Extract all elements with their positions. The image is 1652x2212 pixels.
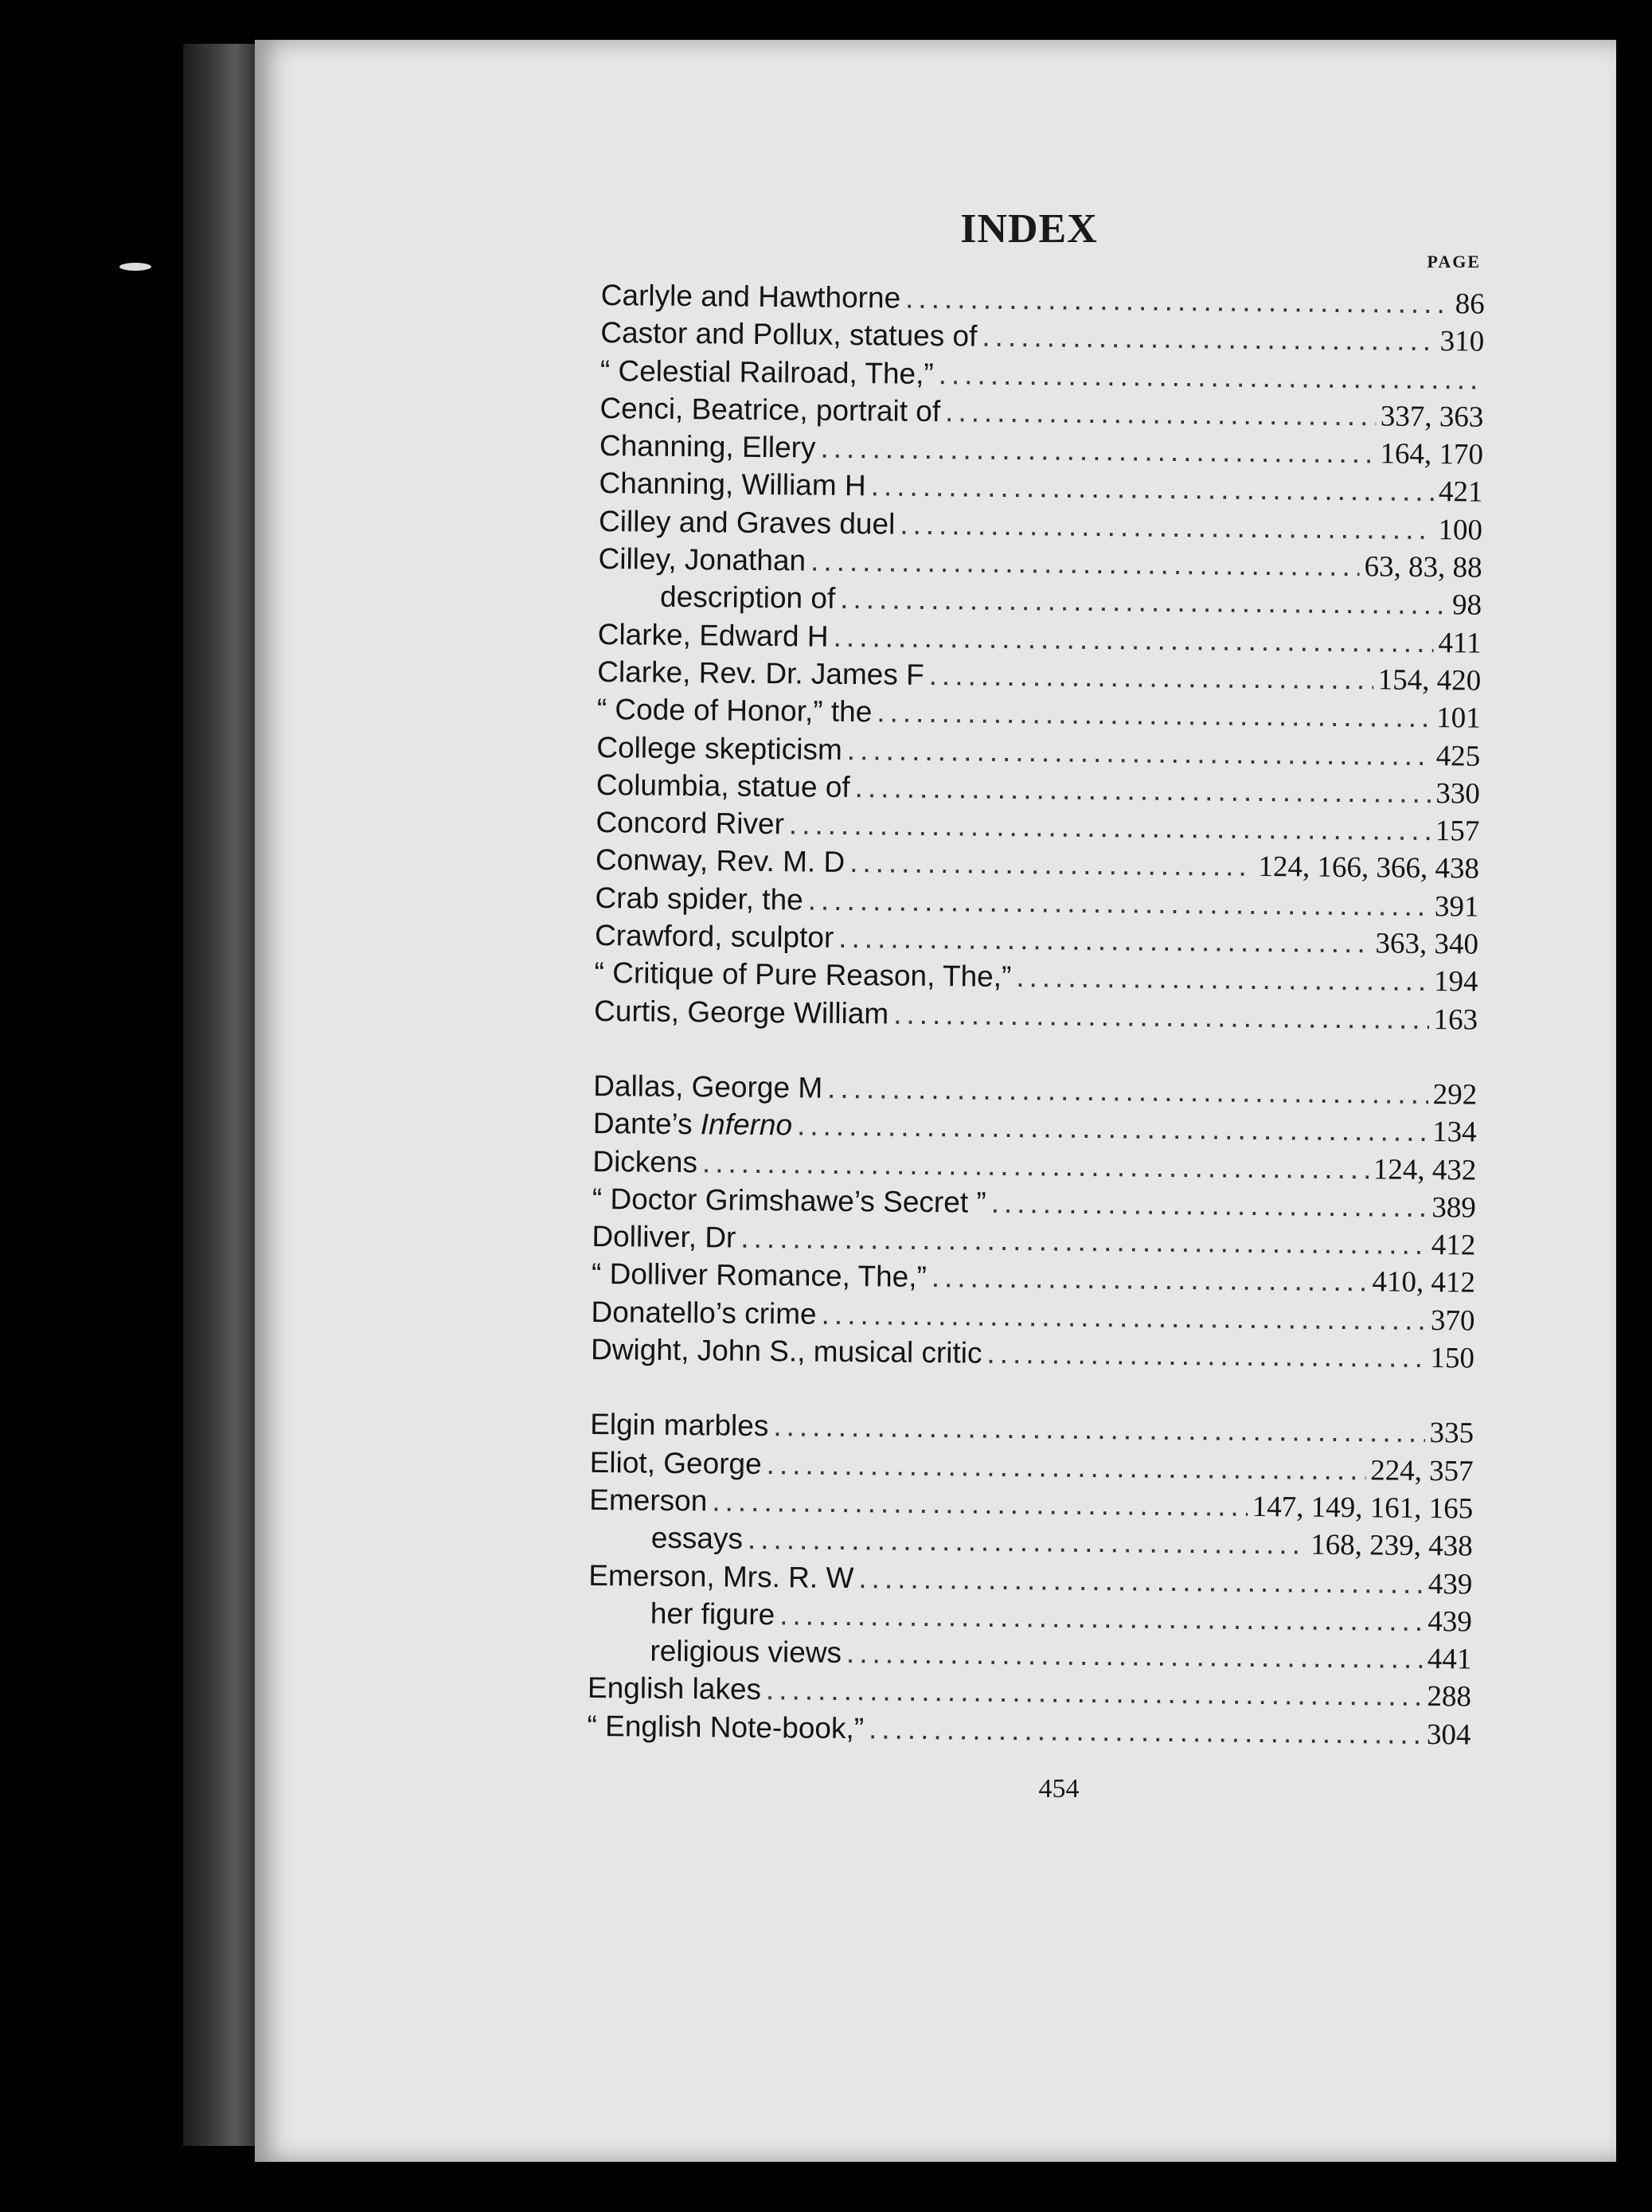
dot-leader bbox=[773, 1409, 1425, 1449]
entry-name-text: Channing, William H bbox=[599, 467, 866, 502]
entry-name-text: Emerson bbox=[589, 1483, 708, 1518]
dot-leader bbox=[900, 507, 1434, 545]
index-entry bbox=[591, 1333, 1474, 1379]
entry-name-text: Crawford, sculptor bbox=[594, 919, 834, 954]
entry-pages: 157 bbox=[1435, 815, 1480, 848]
entry-pages: 439 bbox=[1427, 1567, 1473, 1601]
entry-name-text: Cilley and Graves duel bbox=[598, 504, 896, 541]
entry-pages: 410, 412 bbox=[1372, 1265, 1476, 1300]
page-title: INDEX bbox=[960, 206, 1098, 252]
entry-name-text: Curtis, George William bbox=[593, 994, 889, 1030]
entry-name-text: Conway, Rev. M. D bbox=[595, 843, 846, 879]
dot-leader bbox=[833, 619, 1433, 659]
entry-pages: 389 bbox=[1431, 1190, 1477, 1225]
entry-name bbox=[588, 1558, 853, 1594]
dot-leader bbox=[945, 395, 1376, 432]
entry-name bbox=[595, 881, 803, 917]
entry-pages: 310 bbox=[1439, 325, 1485, 358]
entry-pages: 86 bbox=[1455, 287, 1485, 321]
entry-pages: 370 bbox=[1430, 1303, 1475, 1338]
page-number: 454 bbox=[1038, 1774, 1080, 1804]
entry-name bbox=[596, 843, 846, 879]
entry-name-text: Dickens bbox=[592, 1144, 698, 1178]
entry-name bbox=[590, 1408, 769, 1443]
entry-name bbox=[599, 467, 866, 502]
dot-leader bbox=[766, 1673, 1423, 1713]
entry-pages: 224, 357 bbox=[1369, 1453, 1474, 1488]
dot-leader bbox=[808, 883, 1431, 922]
dot-leader bbox=[986, 1337, 1425, 1374]
dot-leader bbox=[840, 582, 1447, 621]
entry-name-text: College skepticism bbox=[596, 730, 842, 766]
entry-pages: 134 bbox=[1432, 1116, 1477, 1149]
entry-name bbox=[599, 392, 940, 428]
entry-pages: 194 bbox=[1433, 965, 1478, 999]
entry-name bbox=[593, 1107, 793, 1142]
entry-pages: 288 bbox=[1427, 1680, 1472, 1714]
dot-leader bbox=[827, 1072, 1428, 1111]
entry-name-text: English lakes bbox=[587, 1671, 762, 1706]
dot-leader bbox=[929, 659, 1373, 696]
dot-leader bbox=[810, 545, 1360, 584]
dot-leader bbox=[820, 432, 1375, 471]
entry-pages: 147, 149, 161, 165 bbox=[1252, 1490, 1474, 1526]
entry-name bbox=[601, 279, 901, 315]
entry-name-text: religious views bbox=[650, 1634, 842, 1670]
entry-name-italic: Inferno bbox=[700, 1108, 793, 1142]
entry-pages: 421 bbox=[1438, 475, 1483, 510]
entry-name bbox=[598, 542, 806, 577]
entry-pages: 330 bbox=[1435, 776, 1481, 811]
entry-name-text: Dallas, George M bbox=[593, 1069, 823, 1104]
entry-name bbox=[592, 1144, 697, 1178]
dot-leader bbox=[712, 1484, 1248, 1522]
entry-name-text: Dolliver, Dr bbox=[592, 1220, 736, 1254]
dot-leader bbox=[905, 282, 1451, 321]
entry-name-text: Cilley, Jonathan bbox=[598, 542, 806, 577]
entry-pages: 412 bbox=[1431, 1229, 1476, 1262]
entry-pages: 363, 340 bbox=[1375, 927, 1479, 961]
entry-name-text: Dante’s bbox=[592, 1107, 693, 1141]
dot-leader bbox=[982, 320, 1435, 358]
dot-leader bbox=[821, 1297, 1426, 1336]
dot-leader bbox=[938, 358, 1479, 397]
index-entry bbox=[594, 995, 1478, 1041]
entry-name bbox=[596, 731, 842, 767]
entry-name bbox=[593, 1069, 822, 1105]
entry-name bbox=[595, 919, 834, 955]
dot-leader bbox=[838, 921, 1371, 959]
entry-name-text: “ Doctor Grimshawe’s Secret ” bbox=[592, 1182, 986, 1219]
entry-name-text: Concord River bbox=[596, 806, 785, 841]
entry-pages: 63, 83, 88 bbox=[1364, 550, 1482, 584]
entry-name bbox=[598, 580, 835, 616]
entry-name-text: “ Celestial Railroad, The,” bbox=[599, 354, 934, 390]
entry-name bbox=[600, 354, 934, 391]
entry-pages: 304 bbox=[1426, 1718, 1471, 1752]
entry-name bbox=[597, 655, 924, 692]
entry-name bbox=[589, 1521, 744, 1556]
dust-speck bbox=[119, 263, 151, 271]
entry-name-text: Columbia, statue of bbox=[596, 768, 850, 803]
entry-name bbox=[599, 505, 896, 541]
entry-pages: 411 bbox=[1438, 626, 1482, 660]
entry-name-text: Donatello’s crime bbox=[591, 1295, 817, 1331]
entry-pages: 292 bbox=[1432, 1078, 1478, 1112]
dot-leader bbox=[869, 1712, 1422, 1751]
entry-name bbox=[588, 1596, 775, 1632]
dot-leader bbox=[931, 1260, 1368, 1298]
dot-leader bbox=[779, 1598, 1424, 1638]
entry-name-text: Channing, Ellery bbox=[599, 429, 816, 464]
entry-name bbox=[594, 956, 1011, 994]
entry-name-text: essays bbox=[650, 1521, 744, 1555]
entry-pages: 100 bbox=[1438, 513, 1483, 547]
entry-name bbox=[599, 429, 816, 465]
dot-leader bbox=[893, 997, 1429, 1035]
entry-pages: 391 bbox=[1434, 889, 1479, 924]
dot-leader bbox=[702, 1146, 1369, 1186]
dot-leader bbox=[766, 1448, 1365, 1487]
entry-pages: 439 bbox=[1427, 1604, 1473, 1639]
entry-pages: 335 bbox=[1429, 1417, 1474, 1450]
entry-pages: 124, 432 bbox=[1373, 1152, 1477, 1187]
entry-name bbox=[592, 1257, 927, 1294]
entry-pages: 425 bbox=[1435, 739, 1481, 773]
entry-name-text: “ Dolliver Romance, The,” bbox=[591, 1257, 928, 1294]
entry-name bbox=[590, 1446, 762, 1481]
dot-leader bbox=[748, 1522, 1306, 1561]
entry-name bbox=[597, 693, 873, 729]
entry-name-text: Eliot, George bbox=[589, 1445, 762, 1480]
entry-name-text: Carlyle and Hawthorne bbox=[600, 279, 901, 315]
entry-pages: 441 bbox=[1427, 1643, 1472, 1676]
entry-pages: 164, 170 bbox=[1380, 437, 1484, 471]
entry-name bbox=[596, 806, 784, 841]
entry-name-text: Emerson, Mrs. R. W bbox=[588, 1558, 854, 1594]
entry-name bbox=[588, 1634, 842, 1670]
entry-pages: 337, 363 bbox=[1380, 400, 1484, 434]
entry-name bbox=[591, 1333, 982, 1370]
entry-name bbox=[598, 618, 829, 654]
dot-leader bbox=[740, 1221, 1427, 1261]
dot-leader bbox=[846, 1636, 1423, 1675]
page-column-header: PAGE bbox=[1427, 252, 1481, 272]
dot-leader bbox=[847, 733, 1431, 772]
dot-leader bbox=[991, 1186, 1427, 1224]
dot-leader bbox=[870, 470, 1434, 509]
dot-leader bbox=[789, 807, 1431, 847]
entry-name bbox=[591, 1296, 816, 1331]
entry-name-text: Castor and Pollux, statues of bbox=[600, 316, 978, 353]
entry-pages: 150 bbox=[1430, 1342, 1475, 1375]
index-entries bbox=[587, 279, 1485, 1756]
dot-leader bbox=[1016, 960, 1429, 998]
entry-pages: 163 bbox=[1433, 1002, 1478, 1037]
entry-name-text: description of bbox=[659, 580, 836, 616]
dot-leader bbox=[854, 771, 1431, 810]
entry-pages: 168, 239, 438 bbox=[1310, 1528, 1473, 1563]
dot-leader bbox=[858, 1561, 1424, 1600]
entry-name-text: Dwight, John S., musical critic bbox=[590, 1332, 982, 1370]
entry-name bbox=[592, 1220, 736, 1255]
entry-name bbox=[596, 768, 850, 804]
entry-name-text: Clarke, Edward H bbox=[597, 617, 829, 653]
entry-pages: 98 bbox=[1451, 588, 1482, 623]
entry-name bbox=[592, 1182, 986, 1220]
dot-leader bbox=[797, 1109, 1428, 1149]
entry-name bbox=[588, 1671, 761, 1706]
entry-name bbox=[600, 316, 977, 354]
entry-name bbox=[589, 1483, 707, 1518]
entry-name-text: “ Code of Honor,” the bbox=[596, 693, 873, 729]
entry-name-text: “ Critique of Pure Reason, The,” bbox=[594, 956, 1012, 994]
entry-name-text: Clarke, Rev. Dr. James F bbox=[597, 655, 924, 691]
entry-name-text: Crab spider, the bbox=[595, 881, 803, 916]
entry-name bbox=[594, 995, 888, 1031]
entry-name-text: Elgin marbles bbox=[589, 1408, 769, 1443]
entry-name-text: her figure bbox=[650, 1596, 775, 1631]
entry-name bbox=[587, 1710, 864, 1745]
entry-pages: 101 bbox=[1436, 702, 1481, 735]
entry-pages: 124, 166, 366, 438 bbox=[1258, 850, 1480, 886]
entry-name-text: Cenci, Beatrice, portrait of bbox=[599, 391, 941, 428]
entry-name-text: “ English Note-book,” bbox=[587, 1709, 865, 1745]
dot-leader bbox=[849, 846, 1254, 883]
dot-leader bbox=[877, 696, 1431, 735]
entry-pages: 154, 420 bbox=[1377, 663, 1482, 698]
